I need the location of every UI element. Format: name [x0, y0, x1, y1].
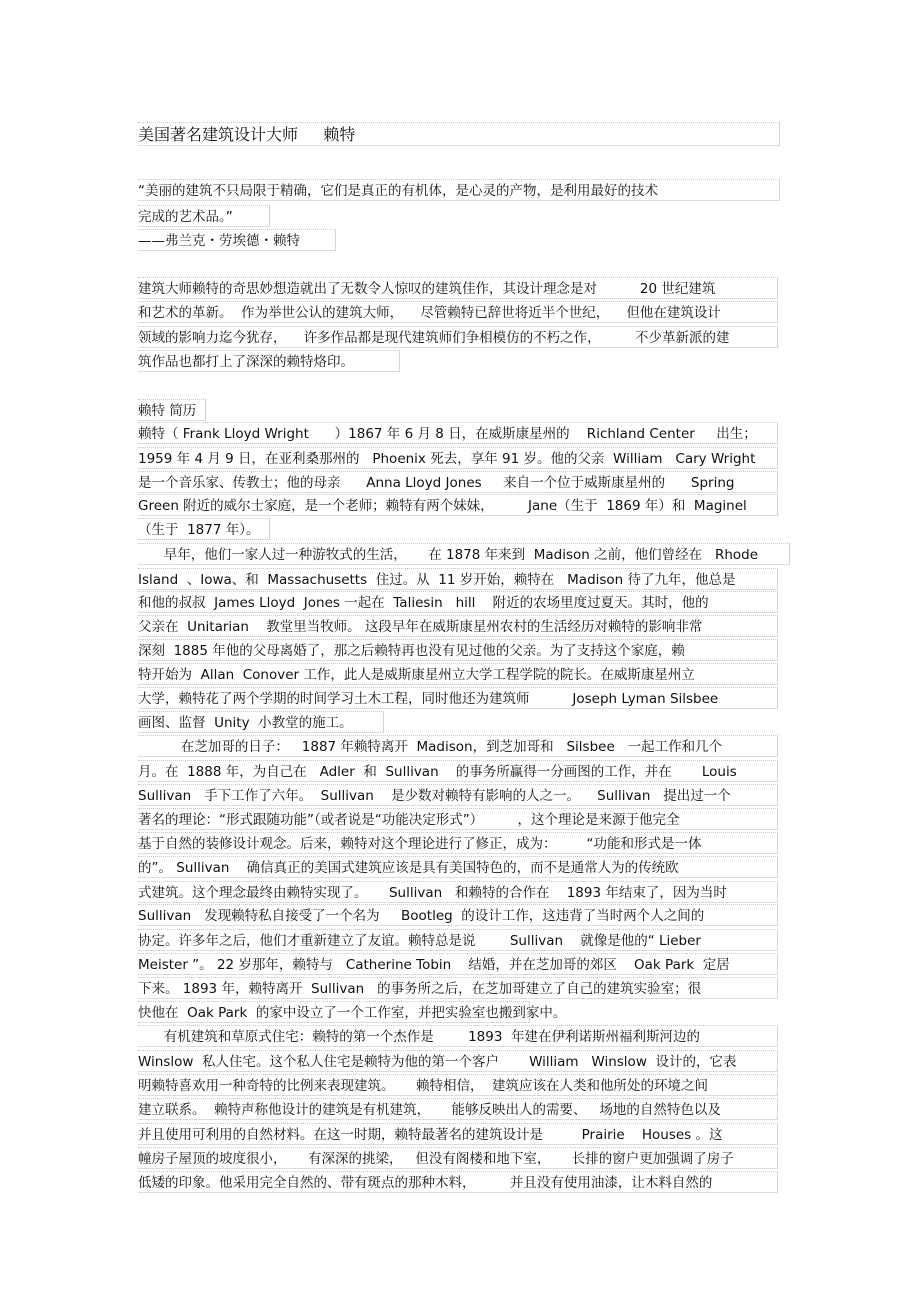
intro-line: 筑作品也都打上了深深的赖特烙印。	[138, 350, 400, 372]
chicago-line: 在芝加哥的日子： 1887 年赖特离开 Madison，到芝加哥和 Silsbee 一起工作和几个	[138, 735, 778, 757]
chicago-line: Sullivan 手下工作了六年。 Sullivan 是少数对赖特有影响的人之一。 Sullivan 提出过一个	[138, 784, 778, 806]
intro-line: 领域的影响力迄今犹存， 许多作品都是现代建筑师们争相模仿的不朽之作， 不少革新派的建	[138, 326, 778, 348]
bio-line: 赖特（ Frank Lloyd Wright ）1867 年 6 月 8 日，在威斯康星州的 Richland Center 出生；	[138, 422, 778, 444]
intro-line: 和艺术的革新。 作为举世公认的建筑大师， 尽管赖特已辞世将近半个世纪， 但他在建筑设计	[138, 301, 778, 323]
early-years-line: 父亲在 Unitarian 教堂里当牧师。 这段早年在威斯康星州农村的生活经历对赖特的影响非常	[138, 615, 778, 637]
chicago-line: 基于自然的装修设计观念。后来，赖特对这个理论进行了修正，成为： “功能和形式是一体	[138, 832, 778, 854]
chicago-line: 著名的理论：“形式跟随功能”（或者说是“功能决定形式”） ，这个理论是来源于他完全	[138, 808, 778, 830]
early-years-line: 大学，赖特花了两个学期的时间学习土木工程，同时他还为建筑师 Joseph Lyman Silsbee	[138, 687, 778, 709]
prairie-line: 并且使用可利用的自然材料。在这一时期，赖特最著名的建筑设计是 Prairie Houses 。这	[138, 1123, 778, 1145]
early-years-line: 深刻 1885 年他的父母离婚了，那之后赖特再也没有见过他的父亲。为了支持这个家庭，赖	[138, 639, 778, 661]
chicago-line: Sullivan 发现赖特私自接受了一个名为 Bootleg 的设计工作，这违背了当时两个人之间的	[138, 904, 778, 926]
quote-line: 完成的艺术品。”	[138, 205, 270, 227]
bio-line: 是一个音乐家、传教士；他的母亲 Anna Lloyd Jones 来自一个位于威斯康星州的 Spring	[138, 471, 778, 493]
chicago-line: 式建筑。这个理念最终由赖特实现了。 Sullivan 和赖特的合作在 1893 年结束了，因为当时	[138, 881, 778, 903]
early-years-line: 早年，他们一家人过一种游牧式的生活， 在 1878 年来到 Madison 之前，他们曾经在 Rhode	[138, 543, 790, 565]
chicago-line: Meister ”。 22 岁那年，赖特与 Catherine Tobin 结婚，并在芝加哥的郊区 Oak Park 定居	[138, 953, 778, 975]
quote-attribution: ——弗兰克・劳埃德・赖特	[138, 229, 336, 251]
quote-line: “美丽的建筑不只局限于精确，它们是真正的有机体，是心灵的产物，是利用最好的技术	[138, 179, 780, 201]
prairie-line: 明赖特喜欢用一种奇特的比例来表现建筑。 赖特相信， 建筑应该在人类和他所处的环境之间	[138, 1074, 778, 1096]
document-title: 美国著名建筑设计大师 赖特	[138, 122, 780, 146]
early-years-line: 和他的叔叔 James Lloyd Jones 一起在 Taliesin hill 附近的农场里度过夏天。其时，他的	[138, 591, 778, 613]
intro-line: 建筑大师赖特的奇思妙想造就出了无数令人惊叹的建筑佳作，其设计理念是对 20 世纪建筑	[138, 277, 778, 299]
section-heading: 赖特 简历	[138, 399, 206, 421]
chicago-line: 下来。 1893 年，赖特离开 Sullivan 的事务所之后，在芝加哥建立了自己的建筑实验室；很	[138, 977, 778, 999]
chicago-line: 快他在 Oak Park 的家中设立了一个工作室，并把实验室也搬到家中。	[138, 1001, 530, 1023]
prairie-line: 有机建筑和草原式住宅：赖特的第一个杰作是 1893 年建在伊利诺斯州福利斯河边的	[138, 1025, 778, 1047]
prairie-line: 幢房子屋顶的坡度很小， 有深深的挑梁， 但没有阁楼和地下室， 长排的窗户更加强调了房子	[138, 1147, 778, 1169]
prairie-line: Winslow 私人住宅。这个私人住宅是赖特为他的第一个客户 William Winslow 设计的，它表	[138, 1050, 778, 1072]
prairie-line: 建立联系。 赖特声称他设计的建筑是有机建筑， 能够反映出人的需要、 场地的自然特色以及	[138, 1098, 778, 1120]
chicago-line: 的”。 Sullivan 确信真正的美国式建筑应该是具有美国特色的，而不是通常人为的传统欧	[138, 856, 778, 878]
early-years-line: 特开始为 Allan Conover 工作，此人是威斯康星州立大学工程学院的院长。在威斯康星州立	[138, 663, 778, 685]
chicago-line: 月。在 1888 年，为自己在 Adler 和 Sullivan 的事务所赢得一分画图的工作，并在 Louis	[138, 760, 778, 782]
bio-line: （生于 1877 年）。	[138, 518, 270, 540]
chicago-line: 协定。许多年之后，他们才重新建立了友谊。赖特总是说 Sullivan 就像是他的“ Lieber	[138, 929, 778, 951]
bio-line: 1959 年 4 月 9 日，在亚利桑那州的 Phoenix 死去，享年 91 岁。他的父亲 William Cary Wright	[138, 447, 778, 469]
early-years-line: 画图、监督 Unity 小教堂的施工。	[138, 711, 384, 733]
bio-line: Green 附近的威尔士家庭，是一个老师；赖特有两个妹妹， Jane（生于 1869 年）和 Maginel	[138, 494, 778, 516]
prairie-line: 低矮的印象。他采用完全自然的、带有斑点的那种木料， 并且没有使用油漆，让木料自然的	[138, 1171, 778, 1193]
early-years-line: Island 、Iowa、和 Massachusetts 住过。从 11 岁开始，赖特在 Madison 待了九年，他总是	[138, 568, 778, 590]
